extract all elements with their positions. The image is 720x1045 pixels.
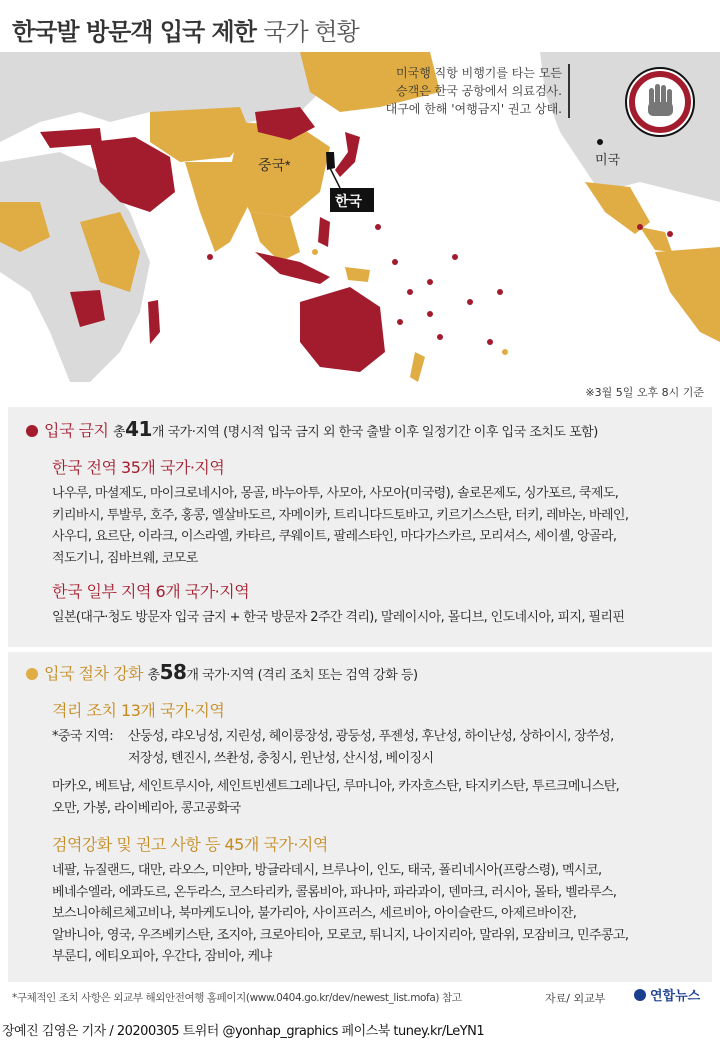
strengthen-heading [26, 660, 418, 684]
ban-part-title-b: 개 국가·지역 [165, 582, 250, 601]
red-dot-icon [26, 425, 38, 437]
entry-ban-panel [8, 407, 712, 647]
list-line: 산둥성, 랴오닝성, 지린성, 헤이룽장성, 광둥성, 푸젠성, 후난성, 하이난성, 상하이시, 장쑤성, [128, 729, 614, 744]
ban-all-count: 35 [121, 458, 141, 477]
footnote: *구체적인 조치 사항은 외교부 해외안전여행 홈페이지(www.0404.go.kr/dev/newest_list.mofa) 참고 [12, 992, 462, 1004]
china-list [128, 726, 703, 769]
byline: 장예진 김영은 기자 / 20200305 트위터 @yonhap_graphics 페이스북 tuney.kr/LeYN1 [2, 1024, 485, 1039]
inspection-title [52, 832, 328, 855]
china-label: *중국 지역: [52, 729, 114, 744]
quarantine-title-a: 격리 조치 [52, 701, 117, 720]
list-line: 적도기니, 짐바브웨, 코모로 [52, 550, 198, 566]
label-korea: 한국 [335, 193, 363, 209]
entry-ban-label: 입국 금지 [44, 421, 109, 440]
list-line: 나우루, 마셜제도, 마이크로네시아, 몽골, 바누아투, 사모아, 사모아(미국령), 솔로몬제도, 싱가포르, 쿡제도, [52, 486, 619, 501]
list-line: 베네수엘라, 에콰도르, 온두라스, 코스타리카, 콜롬비아, 파나마, 파라과이, 덴마크, 러시아, 몰타, 벨라루스, [52, 884, 617, 900]
world-map [0, 52, 720, 407]
ban-part-count: 6 [155, 582, 166, 601]
quarantine-title-b: 개 국가·지역 [140, 701, 225, 720]
list-line: 보스니아헤르체고비나, 북마케도니아, 불가리아, 사이프러스, 세르비아, 아이슬란드, 아제르바이잔, [52, 906, 577, 921]
list-line: 저장성, 톈진시, 쓰촨성, 충칭시, 윈난성, 산시성, 베이징시 [128, 750, 434, 766]
list-line: 오만, 가봉, 라이베리아, 콩고공화국 [52, 800, 241, 816]
yonhap-logo-icon [634, 989, 646, 1001]
inspection-title-a: 검역강화 및 권고 사항 등 [52, 835, 220, 854]
usa-note-line: 승객은 한국 공항에서 의료검사. [396, 84, 562, 98]
strengthen-panel [8, 652, 712, 982]
label-china: 중국* [258, 157, 291, 173]
inspection-title-b: 개 국가·지역 [243, 835, 328, 854]
list-line: 키리바시, 투발루, 호주, 홍콩, 엘살바도르, 자메이카, 트리니다드토바고, 키르기스스탄, 터키, 레바논, 바레인, [52, 507, 629, 523]
entry-ban-count: 41 [125, 417, 152, 441]
gold-dot-icon [26, 668, 38, 680]
list-line: 부룬디, 에티오피아, 우간다, 잠비아, 케냐 [52, 949, 272, 964]
inspection-list [52, 860, 702, 968]
usa-note [364, 64, 570, 118]
label-usa: 미국 [595, 152, 621, 167]
page-title [12, 12, 359, 47]
korea-black [326, 152, 335, 170]
ban-part-title [52, 579, 249, 602]
source: 자료/ 외교부 [545, 992, 606, 1005]
entry-ban-suffix: 개 국가·지역 (명시적 입국 금지 외 한국 출발 이후 일정기간 이후 입국 조치도 포함) [151, 425, 598, 440]
ban-all-list [52, 483, 702, 569]
title-bold: 한국발 방문객 입국 제한 [12, 18, 256, 46]
entry-ban-heading [26, 417, 598, 441]
quarantine-title [52, 698, 224, 721]
usa-marker [597, 139, 603, 145]
ban-part-title-a: 한국 일부 지역 [52, 582, 151, 601]
strengthen-prefix: 총 [147, 668, 160, 683]
list-line: 알바니아, 영국, 우즈베키스탄, 조지아, 크로아티아, 모로코, 튀니지, 나이지리아, 말라위, 모잠비크, 민주콩고, [52, 927, 629, 943]
strengthen-suffix: 개 국가·지역 (격리 조치 또는 검역 강화 등) [186, 668, 418, 683]
list-line: 네팔, 뉴질랜드, 대만, 라오스, 미얀마, 방글라데시, 브루나이, 인도, 태국, 폴리네시아(프랑스령), 멕시코, [52, 863, 602, 878]
philippines-red [318, 217, 330, 247]
title-light: 국가 현황 [263, 18, 359, 46]
ban-part-list [52, 607, 702, 629]
quarantine-list [52, 776, 702, 819]
list-line: 사우디, 요르단, 이라크, 이스라엘, 카타르, 쿠웨이트, 팔레스타인, 마다가스카르, 모리셔스, 세이셸, 앙골라, [52, 529, 617, 544]
date-note: ※3월 5일 오후 8시 기준 [585, 386, 704, 399]
strengthen-label: 입국 절차 강화 [44, 664, 143, 683]
yonhap-logo [634, 985, 700, 1004]
strengthen-count: 58 [159, 660, 187, 684]
ban-all-title [52, 455, 224, 478]
quarantine-count: 13 [121, 701, 141, 720]
ban-all-title-a: 한국 전역 [52, 458, 117, 477]
inspection-count: 45 [224, 835, 244, 854]
list-line: 일본(대구·청도 방문자 입국 금지 + 한국 방문자 2주간 격리), 말레이시아, 몰디브, 인도네시아, 피지, 필리핀 [52, 610, 625, 625]
yonhap-logo-text: 연합뉴스 [650, 989, 701, 1004]
stop-hand-icon [626, 68, 694, 136]
usa-note-line: 미국행 직항 비행기를 타는 모든 [396, 66, 562, 80]
ban-all-title-b: 개 국가·지역 [140, 458, 225, 477]
list-line: 마카오, 베트남, 세인트루시아, 세인트빈센트그레나딘, 루마니아, 카자흐스탄, 타지키스탄, 투르크메니스탄, [52, 779, 620, 794]
entry-ban-prefix: 총 [113, 425, 126, 440]
usa-note-line: 대구에 한해 '여행금지' 권고 상태. [385, 102, 562, 116]
